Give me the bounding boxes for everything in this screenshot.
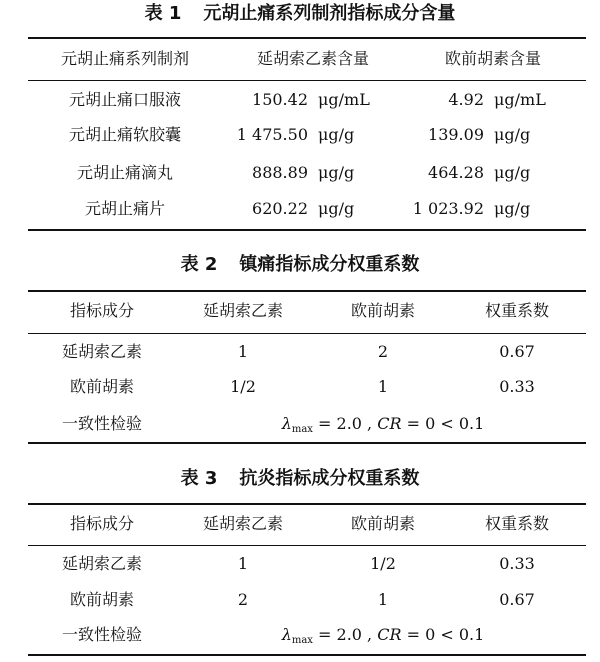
table1-row-imp-value: 464.28	[428, 163, 484, 182]
table2-row-weight: 0.33	[499, 377, 535, 396]
lambda-symbol: λ	[281, 414, 292, 433]
table2-row-cell: 1	[377, 377, 389, 396]
table1-row-thp-value: 1 475.50	[236, 125, 308, 144]
formula-part: = 0 < 0.1	[401, 625, 485, 644]
table3-top-rule	[28, 503, 586, 505]
table1-row-thp-value: 620.22	[252, 199, 308, 218]
table1-row-imp-value: 4.92	[448, 90, 484, 109]
table3-header-rule	[28, 545, 586, 546]
lambda-subscript: max	[291, 424, 313, 435]
table2-title	[0, 253, 600, 277]
table2-row-name: 欧前胡素	[69, 377, 135, 396]
table1-row-thp-value: 150.42	[252, 90, 308, 109]
table3-bottom-rule	[28, 654, 586, 656]
table3-row-cell: 2	[237, 590, 249, 609]
table3-header-component: 指标成分	[69, 514, 135, 533]
table3-row-cell: 1	[237, 554, 249, 573]
table1-row-imp-unit: μg/g	[494, 125, 531, 144]
table1-row-imp-unit: μg/g	[494, 199, 531, 218]
table1-label: 表 1	[144, 3, 182, 24]
table3-row-name: 欧前胡素	[69, 590, 135, 609]
table2-consistency-label: 一致性检验	[61, 414, 143, 433]
table1-header-formulation: 元胡止痛系列制剂	[60, 49, 190, 68]
table1-row-thp-unit: μg/g	[318, 199, 355, 218]
table1-header-rule	[28, 80, 586, 81]
table3-row-name: 延胡索乙素	[61, 554, 143, 573]
table1-row-thp-unit: μg/g	[318, 125, 355, 144]
table3-row-cell: 1	[377, 590, 389, 609]
table2-row-name: 延胡索乙素	[61, 342, 143, 361]
table3-header-weight: 权重系数	[484, 514, 550, 533]
table3-consistency-formula	[282, 624, 485, 652]
table3-header-imperatorin: 欧前胡素	[350, 514, 416, 533]
formula-part: = 0 < 0.1	[401, 414, 485, 433]
table1-row-name: 元胡止痛滴丸	[76, 163, 174, 182]
table2-row-cell: 2	[377, 342, 389, 361]
table1-row-thp-value: 888.89	[252, 163, 308, 182]
table2-row-cell: 1/2	[230, 377, 256, 396]
cr-symbol: CR	[377, 414, 402, 433]
table1-row-name: 元胡止痛软胶囊	[68, 125, 182, 144]
table3-label: 表 3	[180, 468, 218, 489]
table3-consistency-label: 一致性检验	[61, 625, 143, 644]
table1-row-imp-unit: μg/mL	[494, 90, 546, 109]
table1-row-name: 元胡止痛口服液	[68, 90, 182, 109]
table2-row-weight: 0.67	[499, 342, 535, 361]
table1-row-thp-unit: μg/mL	[318, 90, 370, 109]
table1-top-rule	[28, 37, 586, 39]
table1-bottom-rule	[28, 229, 586, 231]
table1-row-name: 元胡止痛片	[84, 199, 166, 218]
table1-title-text: 元胡止痛系列制剂指标成分含量	[203, 3, 456, 24]
table2-header-imperatorin: 欧前胡素	[350, 301, 416, 320]
cr-symbol: CR	[377, 625, 402, 644]
table2-title-text: 镇痛指标成分权重系数	[239, 254, 420, 275]
table3-row-cell: 1/2	[370, 554, 396, 573]
table2-header-thp: 延胡索乙素	[202, 301, 284, 320]
table3-title	[0, 467, 600, 491]
table1-header-imperatorin: 欧前胡素含量	[444, 49, 542, 68]
table2-label: 表 2	[180, 254, 218, 275]
formula-part: = 2.0 ,	[312, 414, 378, 433]
lambda-subscript: max	[291, 635, 313, 646]
table1-row-imp-value: 139.09	[428, 125, 484, 144]
table1-row-imp-unit: μg/g	[494, 163, 531, 182]
table2-header-component: 指标成分	[69, 301, 135, 320]
table2-bottom-rule	[28, 442, 586, 444]
table1-row-thp-unit: μg/g	[318, 163, 355, 182]
table1-row-imp-value: 1 023.92	[412, 199, 484, 218]
table3-header-thp: 延胡索乙素	[202, 514, 284, 533]
table2-top-rule	[28, 290, 586, 292]
table1-header-thp: 延胡索乙素含量	[256, 49, 370, 68]
table1-title	[0, 2, 600, 26]
table2-consistency-formula	[282, 413, 485, 441]
table2-row-cell: 1	[237, 342, 249, 361]
formula-part: = 2.0 ,	[312, 625, 378, 644]
table3-title-text: 抗炎指标成分权重系数	[239, 468, 420, 489]
table3-row-weight: 0.67	[499, 590, 535, 609]
table2-header-rule	[28, 333, 586, 334]
table2-header-weight: 权重系数	[484, 301, 550, 320]
table3-row-weight: 0.33	[499, 554, 535, 573]
lambda-symbol: λ	[281, 625, 292, 644]
